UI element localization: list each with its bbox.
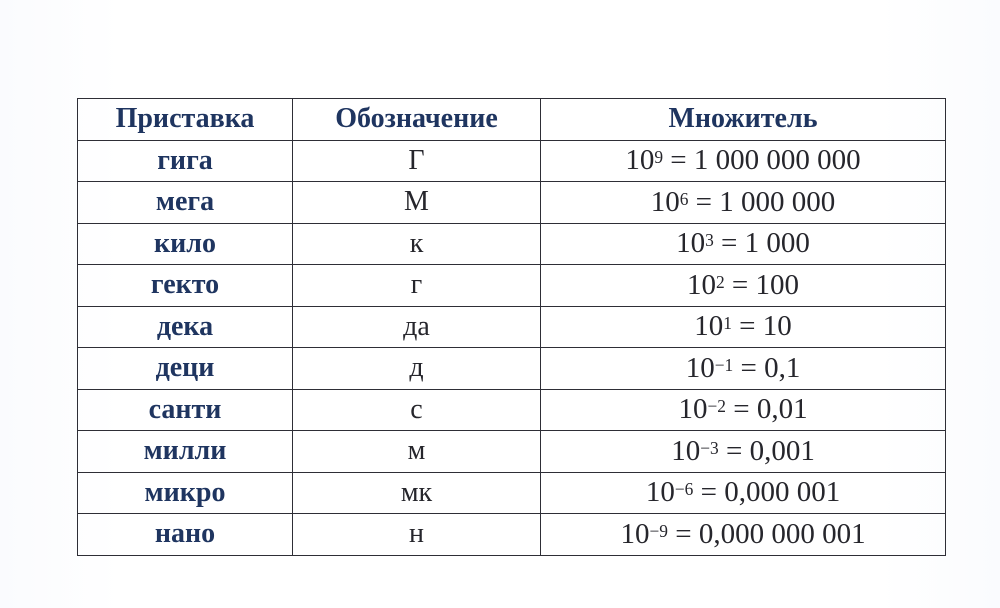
table-row	[78, 265, 946, 307]
table-row	[78, 472, 946, 514]
multiplier-value: 0,1	[764, 351, 801, 384]
multiplier-value: 0,001	[749, 434, 815, 467]
multiplier-exponent: 3	[705, 230, 714, 251]
table-row	[78, 140, 946, 182]
multiplier-value: 1 000 000	[719, 185, 836, 218]
table-header-row	[78, 99, 946, 141]
multiplier-value: 0,000 001	[724, 476, 841, 509]
multiplier-exponent: 9	[654, 147, 664, 168]
multiplier-cell	[541, 265, 946, 307]
table-row	[78, 348, 946, 390]
multiplier-cell	[541, 306, 946, 348]
equals-sign: =	[718, 434, 750, 467]
multiplier-exponent: −3	[700, 437, 719, 458]
multiplier-base: 10	[620, 517, 650, 550]
multiplier-exponent: −6	[674, 479, 694, 500]
prefix-cell: деци	[78, 348, 293, 390]
symbol-cell: да	[293, 306, 541, 348]
symbol-cell: М	[293, 182, 541, 224]
multiplier-cell	[541, 431, 946, 473]
table-row	[78, 389, 946, 431]
multiplier-base: 10	[676, 227, 706, 260]
prefix-cell: мега	[78, 182, 293, 224]
table-row	[78, 223, 946, 265]
equals-sign: =	[713, 227, 745, 260]
symbol-cell: м	[293, 431, 541, 473]
table-body	[78, 140, 946, 555]
equals-sign: =	[731, 310, 763, 343]
header-symbol: Обозначение	[293, 99, 541, 141]
multiplier-base: 10	[625, 144, 655, 177]
prefix-cell: гига	[78, 140, 293, 182]
symbol-cell: к	[293, 223, 541, 265]
multiplier-exponent: −9	[649, 520, 668, 541]
table-row	[78, 182, 946, 224]
multiplier-base: 10	[678, 393, 708, 426]
multiplier-value: 100	[755, 268, 800, 301]
equals-sign: =	[688, 185, 720, 218]
symbol-cell: мк	[293, 472, 541, 514]
symbol-cell: н	[293, 514, 541, 556]
multiplier-value: 1 000	[744, 227, 810, 260]
prefix-cell: санти	[78, 389, 293, 431]
multiplier-base: 10	[686, 268, 716, 301]
prefix-cell: нано	[78, 514, 293, 556]
multiplier-base: 10	[645, 476, 675, 509]
multiplier-cell	[541, 140, 946, 182]
equals-sign: =	[667, 517, 699, 550]
symbol-cell: д	[293, 348, 541, 390]
prefix-cell: микро	[78, 472, 293, 514]
multiplier-exponent: −2	[707, 396, 726, 417]
multiplier-value: 0,000 000 001	[698, 517, 866, 550]
multiplier-cell	[541, 182, 946, 224]
prefix-cell: гекто	[78, 265, 293, 307]
symbol-cell: г	[293, 265, 541, 307]
multiplier-exponent: −1	[714, 354, 734, 375]
multiplier-exponent: 1	[723, 313, 732, 334]
table-row	[78, 514, 946, 556]
multiplier-cell	[541, 348, 946, 390]
multiplier-base: 10	[671, 434, 701, 467]
symbol-cell: с	[293, 389, 541, 431]
multiplier-exponent: 2	[715, 271, 725, 292]
header-prefix: Приставка	[78, 99, 293, 141]
multiplier-base: 10	[685, 351, 715, 384]
multiplier-cell	[541, 514, 946, 556]
prefix-cell: дека	[78, 306, 293, 348]
prefix-cell: кило	[78, 223, 293, 265]
multiplier-base: 10	[694, 310, 724, 343]
prefix-cell: милли	[78, 431, 293, 473]
multiplier-cell	[541, 223, 946, 265]
equals-sign: =	[693, 476, 725, 509]
table-row	[78, 431, 946, 473]
multiplier-value: 10	[762, 310, 792, 343]
symbol-cell: Г	[293, 140, 541, 182]
equals-sign: =	[724, 268, 756, 301]
table-row	[78, 306, 946, 348]
equals-sign: =	[733, 351, 765, 384]
equals-sign: =	[725, 393, 757, 426]
multiplier-exponent: 6	[679, 188, 689, 209]
multiplier-value: 1 000 000 000	[693, 144, 861, 177]
multiplier-value: 0,01	[756, 393, 808, 426]
multiplier-cell	[541, 472, 946, 514]
multiplier-cell	[541, 389, 946, 431]
multiplier-base: 10	[650, 185, 680, 218]
header-multiplier: Множитель	[541, 99, 946, 141]
si-prefix-table	[77, 98, 946, 556]
equals-sign: =	[663, 144, 694, 177]
